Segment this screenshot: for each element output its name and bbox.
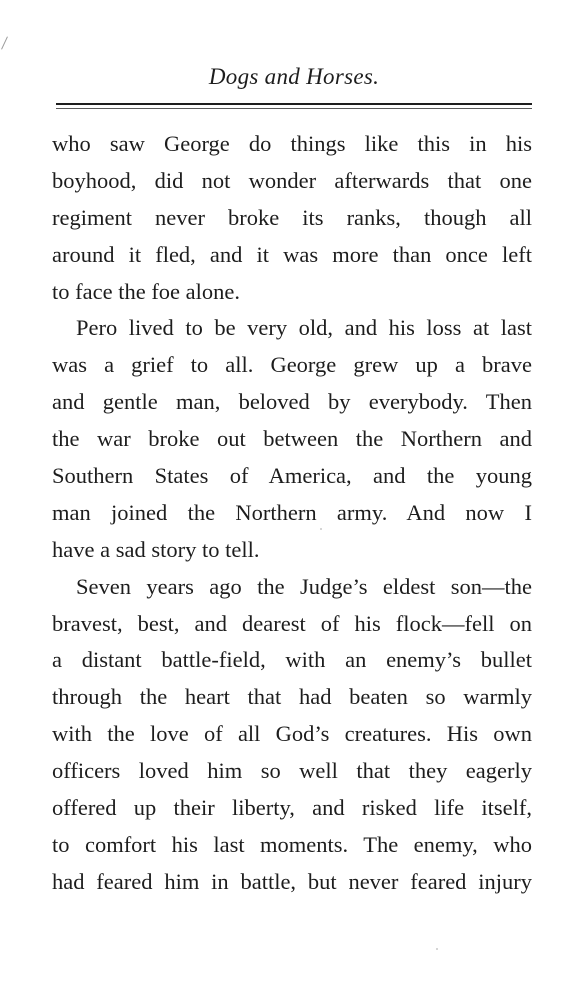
paper-speck — [320, 528, 322, 530]
text-line: to comfort his last moments. The enemy, who — [52, 831, 532, 857]
text-line: offered up their liberty, and risked life itself, — [52, 795, 532, 821]
header-rule — [56, 103, 532, 105]
text-line: man joined the Northern army. And now I — [52, 499, 532, 525]
paper-speck — [436, 948, 438, 950]
text-line: Southern States of America, and the young — [52, 463, 532, 489]
text-line: Pero lived to be very old, and his loss at last — [76, 315, 532, 341]
text-line: who saw George do things like this in his — [52, 131, 532, 156]
text-line: boyhood, did not wonder afterwards that one — [52, 167, 532, 193]
text-line: was a grief to all. George grew up a brave — [52, 352, 532, 378]
text-line: have a sad story to tell. — [52, 536, 260, 562]
text-line: bravest, best, and dearest of his flock—fell on — [52, 610, 532, 636]
text-line: a distant battle-field, with an enemy’s bullet — [52, 647, 532, 673]
text-line: with the love of all God’s creatures. His own — [52, 721, 532, 747]
text-line: and gentle man, beloved by everybody. Then — [52, 389, 532, 415]
scan-corner-mark — [1, 36, 8, 49]
text-line: had feared him in battle, but never feared injury — [52, 868, 532, 894]
text-line: officers loved him so well that they eagerly — [52, 758, 532, 784]
body-text — [52, 126, 532, 901]
text-line: through the heart that had beaten so warmly — [52, 684, 532, 710]
text-line: to face the foe alone. — [52, 278, 241, 304]
text-line: around it fled, and it was more than once left — [52, 241, 532, 267]
header-rule-thin — [56, 108, 532, 109]
text-line: regiment never broke its ranks, though all — [52, 204, 532, 230]
text-line: the war broke out between the Northern and — [52, 426, 532, 452]
running-head: Dogs and Horses. — [208, 64, 380, 89]
text-line: Seven years ago the Judge’s eldest son—the — [76, 573, 532, 599]
